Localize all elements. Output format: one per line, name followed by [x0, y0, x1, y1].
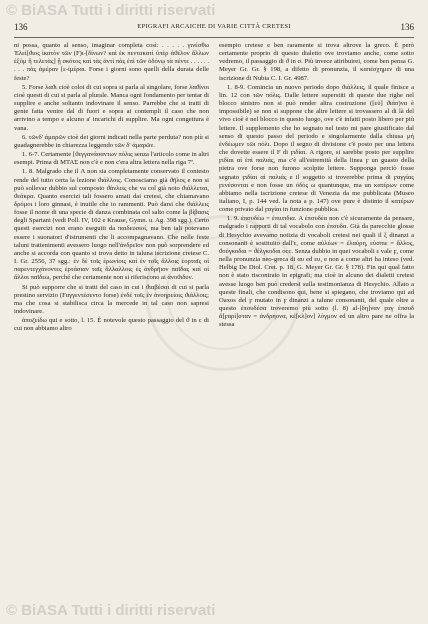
paragraph: ἀποζείδω qui e sotto, l. 15. È notevole questo passaggio del ϑ in ϲ di cui non abbiamo altro	[14, 317, 209, 333]
paragraph: 1. 8. Malgrado che il Λ non sia completamente conservato il contesto rende del tutto certa la lezione ϑιάλλοις. Conosciamo già ϑῆλος e non si può sollevar dubbio sul composto ϑάνλεις che va col già noto ϑιάλλεται, ϑεάκρα. Quanto esercizi tali fossero amati dai cretesi, che chiamavano δρόμοι i loro ginnasi, è inutile che io rammenti. Può darsi che ϑιάλλεις fosse il nome di una specie di danza combinata col salto come la βίβασις degli Spartani (vedi Poll. IV, 102 e Krause, Gymn. u. Ag. 398 sgg.). Certo questi esercizi non erano eseguiti da παιδευσιοί, ma ben tali potevano essere i suonatori d'istrumenti che li accompagnavano. Che nelle feste taluni trattenimenti avessero luogo nell'ἀνδρεῖον non può sorprendere ed anche si accorda con quanto si trova detto in taluna iscrizione cretese C. I. Gr. 2556, 37 sgg.: ἐν δὲ τοῖς ἐρωνίοις καὶ ἐν τοῖς ἄλλοις ἑορταῖς οἱ παρεντεγχάνοντες ἑρτάσιαν ταῖς ἄλλαλλοις ἐς ἀνδρῆιον παῖδας καὶ οἱ ἄλλοι παῖδεω, perché che certamente non si riferiscono ai ἀνοϑιδυν.	[14, 168, 209, 282]
paragraph: esempio cretese e ben raramente si trova altrove la greco. È però certamente proprio di questo dialetto ove troviamo anche, come sotto vedremo, il passaggio di ϑ in σ. Più invece attribuirei, come ben pensa G. Meyer Gr. Gr. § 198, a difetto di pronunzia, il καπέσχημεν di una iscrizione di Nubia C. I. Gr. 4987.	[219, 42, 414, 82]
page-number-left: 136	[14, 22, 28, 32]
paragraph: 5. Forse λαϑι cioè coloi di cui sopra si parla al singolare, forse λαϑίνοι cioè questi di cui si parla al plurale. Manca ogni fondamento per tentar di supplire e anche soltanto indovinare il senso. Parrebbe che si tratti di gente fatta venire dal di fuori e sopra ai contempli il caso che non arrivino a tempo e alcuno a' incarichi di supplire. Ma ogni congettura è vana.	[14, 83, 209, 132]
page-number-right: 136	[400, 22, 414, 32]
paragraph: Si può supporre che si tratti del caso in cui i ϑιαβέσαι di cui si parla prestino servizio (Ϝαγγεντέσεντο forse) ἐνδέ τοῖς ἐν ἀνοηρείοις ϑιάλλοις; ma che cosa si stabilisca circa la mercede in tal caso non sapresi indovinare.	[14, 283, 209, 315]
paragraph: 1. 9. ἐπσυδέω = ἐπιυπδια. A ἐπσυδέα non c'è sicuramente da pensare, malgrado i rapporti di tal vocabolo con ἐπσυδα. Già da parecchie glosse di Hesychio avevamo notizia di vocaboli cretesi nei quali il ξ dinanzi a consonanti è sostituito dall'ε, come αὑλέων = ἐλαύρη, εὐσπιε = ἄλλος, ϑούγκοδαι = ϑέλγκοδαι occ. Senza dubbio in quei vocaboli ε vale ϝ, come nella pronunzia neo-greca di αυ ed ευ, e non a come altri ha inteso (ved. Helbig De Diol. Cret. p. 18, G. Meyer Gr. Gr. § 178). Fin qui qual fatto non è stato riscontrato in epigrafi; ma cioè in alcuno dei dialetti cretesi avesse luogo ben può credersi sulla testimonianza di Hesychio. Allato a queste finali, che condisono qui, bene si spiegano, che troviamo qui ad Oaxos del ϝ mutato in ϝ dinanzi a talune consonanti, del quale oltre a questo ἐπσυδέσα troveremo più sotto (l. 8) al-[δη]ναν ϝαγ ἐπσυδ ἄ[ϝαρί]σταν = ἀνδρηονα, κέ[κλ]ον] λόγμον ed un altro pare ne offra la stessa	[219, 215, 414, 329]
paragraph: ni possa, quanto al senso, imaginar completa così: . . . . . γινέσθω Ἐλεί[ϑιος ἱκατὸν τῶν (Ϝ)ι-[δίνων? καὶ ἐκ πεντακατὶ ὑπὲρ ἀϑέλον ἄλλων ἑξὸμ ἢ τελετὰς] ᾗ σκότος καὶ τὰς ἀντὶ πὰς ἐπὶ τῶν ὁδόνῳ τὰ πέντε . . . . . . . . . πὰς ἀμέραν [ε-ἰμέραι. Forse i giorni sono quelli della durata delle feste?	[14, 42, 209, 82]
left-column	[14, 42, 209, 333]
paragraph: 1. 8-9. Comincia un nuovo periodo dopo ϑιάλλεις, il quale finisce a lin. 12 con τῶν πόλις. Dalle lettere superstiti di queste due righe nel blocco sinistro non si può render altra costruzione ([εὐ] ϑιάσ)να è impossibile) se non si suppone che altre lettere si trovassero al di là del vivo cioè è nel blocco in questo luogo, ove c'è infatti posto libero per più lettere. Il supplemento che ho segnato nel testo mi pare giustificato dal senso di questo passo del periodo e singolarmente dalla chiusa μή ἐνδέωμεν τῶι πόλι. Dopo il segno di divisione c'è posto per una lettera che dovette essere il Ϝ di ϝιδίαι. A rigore, si sarebbe posto per supplire ϝιδίαι αἰ ἐπὶ παλιάς, ma c'è all'estremità della linea ϝ un guasto della pietra ove forse non furono scolpite lettere. Supponga perciò fosse segnato ϝιδίαι αἰ παλιάς e il soggetto si troverebbe prima di ϝαγγίας ϝενέσονται e non fosse un ὁδός ω quantunque, ma un κατέρων come abbiamo nella iscrizione cretese di Venezia da me pubblicata (Museo italiano, I, p. 144 ved. la nota a p. 147) ove pure è distinto il κατέρων come privato dal ϝαγίαι in funzione pubblica.	[219, 83, 414, 214]
running-title: EPIGRAFI ARCAICHE DI VARIE CITTÀ CRETESI	[137, 23, 291, 30]
header-rule	[14, 37, 414, 38]
watermark-top: © BiASA Tutti i diritti riservati	[6, 2, 216, 19]
right-column	[219, 42, 414, 329]
paragraph: 6. τῶνδ' ἀμαρῶν cioè dei giorni indicati nella parte perduta? non più si guadagnerebbe in chiarezza leggendo τῶν δ' ἀμαρῶν.	[14, 133, 209, 149]
paragraph: 1. 6-7. Certamente [ϑεγγανάσαντων πόλις senza l'articolo come in altri esempi. Prima di ΜΤΑΣ non c'è e non c'era altra lettera nella riga 7ª.	[14, 151, 209, 167]
watermark-bottom: © BiASA Tutti i diritti riservati	[6, 602, 216, 619]
running-header	[14, 20, 414, 34]
